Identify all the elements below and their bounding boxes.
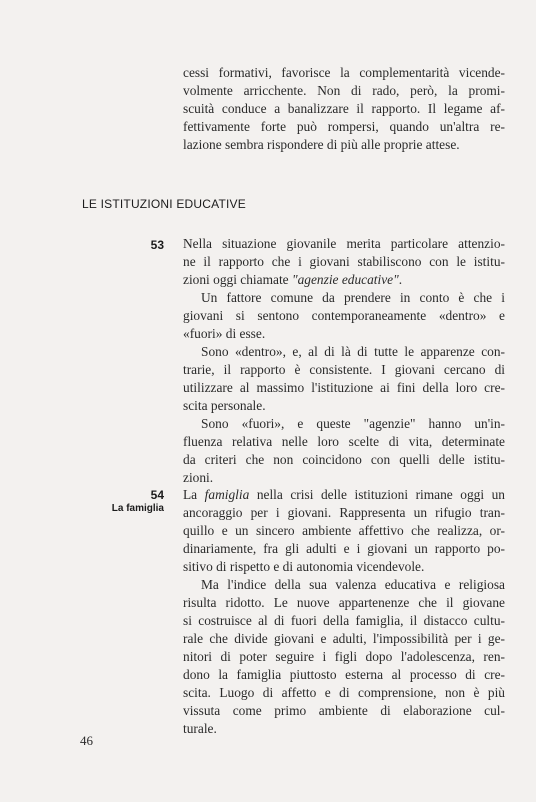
text-line: Nella situazione giovanile merita particolare attenzio- xyxy=(183,236,505,251)
section-heading: LE ISTITUZIONI EDUCATIVE xyxy=(82,197,246,211)
text-line: dinariamente, fra gli adulti e i giovani un rapporto po- xyxy=(183,541,505,556)
text-line: scita personale. xyxy=(183,398,266,413)
text-line: volmente arricchente. Non di rado, però, la promi- xyxy=(183,83,505,98)
text-line: cessi formativi, favorisce la complementarità vicende- xyxy=(183,65,505,80)
text-fragment: zioni oggi chiamate xyxy=(183,272,292,287)
text-line: dono la famiglia piuttosto esterna al processo di cre- xyxy=(183,667,505,682)
text-line: giovani si sentono contemporaneamente «dentro» e xyxy=(183,308,505,323)
text-line: quillo e un sincero ambiente affettivo che realizza, or- xyxy=(183,523,505,538)
text-line: ne il rapporto che i giovani stabiliscono con le istitu- xyxy=(183,254,505,269)
paragraph-54 xyxy=(183,486,505,738)
intro-paragraph xyxy=(183,64,505,154)
text-line: rale che divide giovani e adulti, l'impossibilità per i ge- xyxy=(183,631,505,646)
text-line: scita. Luogo di affetto e di comprensione, non è più xyxy=(183,685,505,700)
paragraph-53 xyxy=(183,235,505,487)
text-line: sitivo di rispetto e di autonomia vicendevole. xyxy=(183,559,425,574)
text-line: trarie, il rapporto è consistente. I giovani cercano di xyxy=(183,362,505,377)
paragraph-number-53: 53 xyxy=(150,238,164,252)
text-fragment: nella crisi delle istituzioni rimane oggi un xyxy=(249,487,505,502)
text-line: fettivamente forte può rompersi, quando un'altra re- xyxy=(183,119,505,134)
text-line: zioni. xyxy=(183,470,214,485)
text-line: Ma l'indice della sua valenza educativa e religiosa xyxy=(201,577,505,592)
margin-label: La famiglia xyxy=(111,503,164,514)
text-line: Sono «fuori», e queste "agenzie" hanno un'in- xyxy=(201,416,505,431)
text-line: fluenza relativa nelle loro scelte di vita, determinate xyxy=(183,434,505,449)
text-fragment: La xyxy=(183,487,205,502)
text-line: da criteri che non coincidono con quelli delle istitu- xyxy=(183,452,505,467)
text-line: nitori di poter seguire i figli dopo l'adolescenza, ren- xyxy=(183,649,505,664)
page-number: 46 xyxy=(80,733,93,748)
italic-term: famiglia xyxy=(204,487,250,502)
text-line: si costruisce al di fuori della famiglia, il distacco cultu- xyxy=(183,613,505,628)
text-line: lazione sembra rispondere di più alle proprie attese. xyxy=(183,137,460,152)
text-line: Sono «dentro», e, al di là di tutte le apparenze con- xyxy=(201,344,505,359)
text-line: risulta ridotto. Le nuove appartenenze che il giovane xyxy=(183,595,505,610)
paragraph-number-54: 54 xyxy=(150,488,164,502)
text-line: scuità conduce a banalizzare il rapporto. Il legame af- xyxy=(183,101,505,116)
text-line: turale. xyxy=(183,721,217,736)
text-line: utilizzare al massimo l'istituzione ai fini della loro cre- xyxy=(183,380,505,395)
text-line xyxy=(183,271,505,289)
text-line: vissuta come primo ambiente di elaborazione cul- xyxy=(183,703,505,718)
italic-term: "agenzie educative" xyxy=(291,272,399,287)
text-line: ancoraggio per i giovani. Rappresenta un rifugio tran- xyxy=(183,505,505,520)
text-line xyxy=(183,486,505,504)
text-fragment: . xyxy=(398,272,403,287)
text-line: «fuori» di esse. xyxy=(183,326,266,341)
text-line: Un fattore comune da prendere in conto è che i xyxy=(201,290,505,305)
